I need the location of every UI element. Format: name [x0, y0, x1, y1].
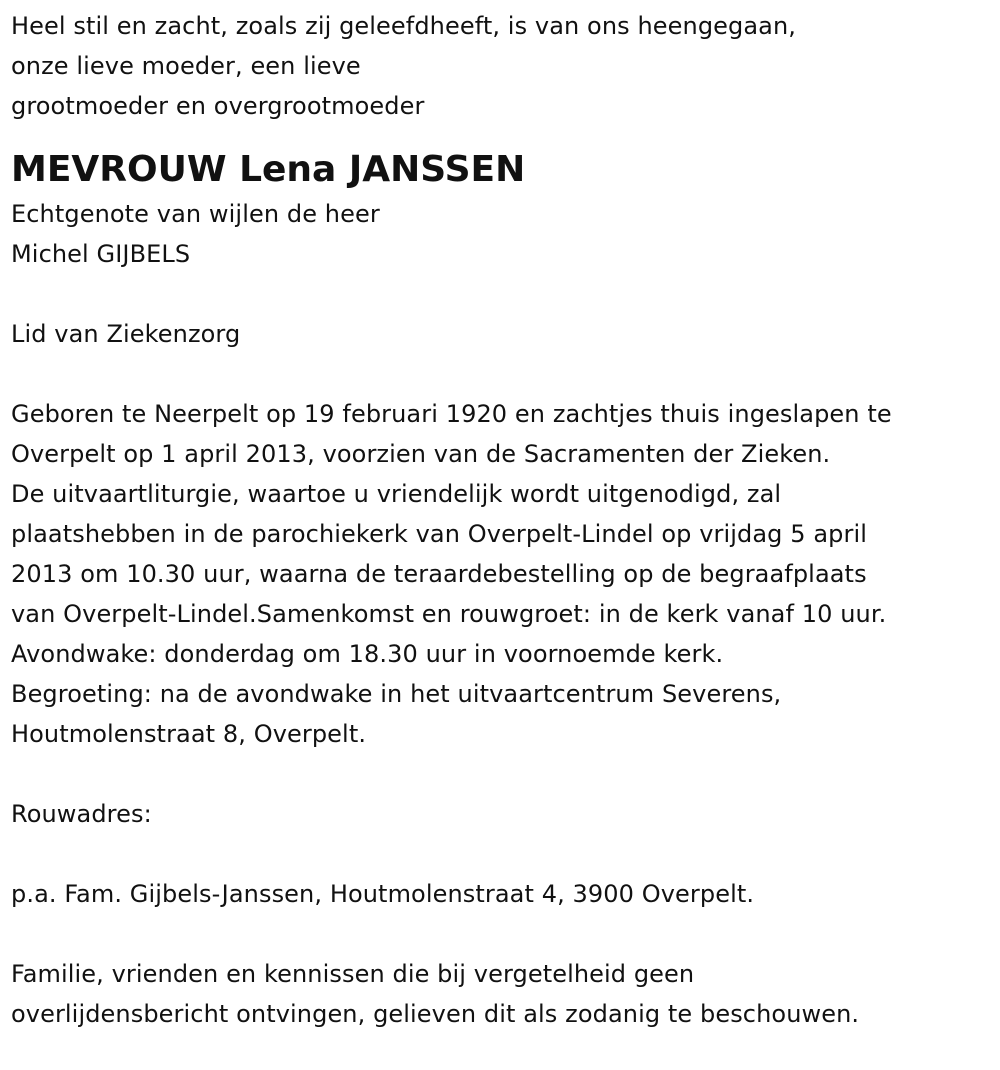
intro-line: onze lieve moeder, een lieve	[11, 52, 361, 80]
closing-line: Familie, vrienden en kennissen die bij vergetelheid geen	[11, 960, 695, 988]
closing-line: overlijdensbericht ontvingen, gelieven dit als zodanig te beschouwen.	[11, 1000, 860, 1028]
deceased-name: MEVROUW Lena JANSSEN	[11, 149, 526, 190]
address-label: Rouwadres:	[11, 800, 152, 828]
spacer	[11, 834, 1000, 874]
spouse-line: Michel GIJBELS	[11, 240, 191, 268]
spouse-line: Echtgenote van wijlen de heer	[11, 200, 380, 228]
spacer	[11, 354, 1000, 394]
spouse-text	[11, 194, 1000, 274]
spacer	[11, 914, 1000, 954]
intro-text	[11, 6, 1000, 126]
spacer	[11, 274, 1000, 314]
spacer	[11, 754, 1000, 794]
mourning-address: p.a. Fam. Gijbels-Janssen, Houtmolenstraat 4, 3900 Overpelt.	[11, 880, 755, 908]
details-line: Avondwake: donderdag om 18.30 uur in voornoemde kerk.	[11, 640, 724, 668]
intro-line: grootmoeder en overgrootmoeder	[11, 92, 425, 120]
details-line: van Overpelt-Lindel.Samenkomst en rouwgroet: in de kerk vanaf 10 uur.	[11, 600, 887, 628]
closing-text	[11, 954, 1000, 1034]
details-line: Overpelt op 1 april 2013, voorzien van de Sacramenten der Zieken.	[11, 440, 831, 468]
details-line: Houtmolenstraat 8, Overpelt.	[11, 720, 367, 748]
intro-line: Heel stil en zacht, zoals zij geleefdheeft, is van ons heengegaan,	[11, 12, 797, 40]
details-line: Begroeting: na de avondwake in het uitvaartcentrum Severens,	[11, 680, 782, 708]
membership-text: Lid van Ziekenzorg	[11, 320, 241, 348]
details-line: 2013 om 10.30 uur, waarna de teraardebestelling op de begraafplaats	[11, 560, 867, 588]
details-line: Geboren te Neerpelt op 19 februari 1920 en zachtjes thuis ingeslapen te	[11, 400, 892, 428]
details-line: plaatshebben in de parochiekerk van Overpelt-Lindel op vrijdag 5 april	[11, 520, 867, 548]
funeral-details	[11, 394, 1000, 754]
details-line: De uitvaartliturgie, waartoe u vriendelijk wordt uitgenodigd, zal	[11, 480, 782, 508]
